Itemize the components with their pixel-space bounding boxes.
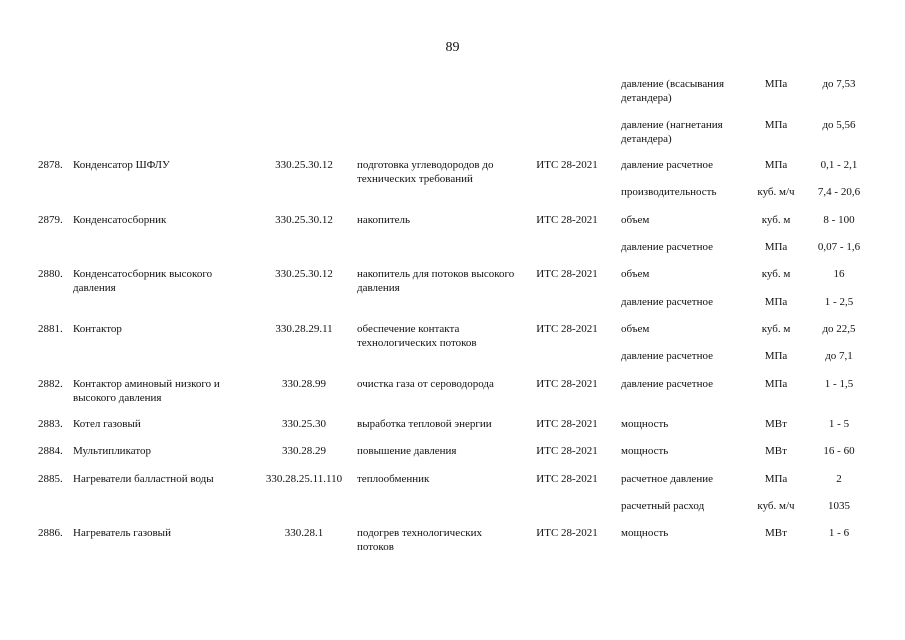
parameter-value: 8 - 100 <box>823 214 855 226</box>
okpd-code: 330.28.29 <box>282 445 326 457</box>
parameter-value: 1 - 2,5 <box>824 296 854 308</box>
equipment-name: Конденсатосборник высокого давления <box>73 268 213 294</box>
parameter-value: до 5,56 <box>822 119 856 131</box>
parameter-value: 1035 <box>828 500 850 512</box>
equipment-purpose: подогрев технологических потоков <box>357 527 482 553</box>
row-number: 2880. <box>38 268 63 280</box>
parameter-name: объем <box>621 323 650 335</box>
parameter-name: давление расчетное <box>621 378 713 390</box>
parameter-value: 2 <box>836 473 842 485</box>
parameter-value: 1 - 1,5 <box>824 378 854 390</box>
its-standard: ИТС 28-2021 <box>536 445 598 457</box>
parameter-value: 0,1 - 2,1 <box>820 159 858 171</box>
okpd-code: 330.25.30 <box>282 418 326 430</box>
parameter-unit: МПа <box>764 350 788 362</box>
parameter-name: мощность <box>621 527 669 539</box>
its-standard: ИТС 28-2021 <box>536 214 598 226</box>
page-number: 89 <box>445 40 460 55</box>
parameter-value: 1 - 5 <box>828 418 850 430</box>
equipment-name: Контактор аминовый низкого и высокого давления <box>73 378 220 404</box>
row-number: 2885. <box>38 473 63 485</box>
parameter-unit: МПа <box>764 159 788 171</box>
parameter-name: давление (всасывания детандера) <box>621 78 725 104</box>
equipment-name: Котел газовый <box>73 418 141 430</box>
its-standard: ИТС 28-2021 <box>536 323 598 335</box>
its-standard: ИТС 28-2021 <box>536 418 598 430</box>
equipment-purpose: выработка тепловой энергии <box>357 418 492 430</box>
row-number: 2881. <box>38 323 63 335</box>
its-standard: ИТС 28-2021 <box>536 268 598 280</box>
parameter-value: до 7,53 <box>822 78 856 90</box>
parameter-name: мощность <box>621 418 669 430</box>
equipment-purpose: повышение давления <box>357 445 457 457</box>
equipment-purpose: накопитель для потоков высокого давления <box>357 268 515 294</box>
equipment-name: Контактор <box>73 323 122 335</box>
row-number: 2884. <box>38 445 63 457</box>
parameter-unit: МВт <box>765 418 787 430</box>
parameter-name: мощность <box>621 445 669 457</box>
parameter-name: расчетное давление <box>621 473 713 485</box>
parameter-unit: куб. м <box>761 214 791 226</box>
parameter-unit: МПа <box>764 241 788 253</box>
okpd-code: 330.25.30.12 <box>275 268 333 280</box>
equipment-purpose: теплообменник <box>357 473 430 485</box>
row-number: 2878. <box>38 159 63 171</box>
equipment-name: Нагреватели балластной воды <box>73 473 214 485</box>
parameter-unit: МВт <box>765 445 787 457</box>
equipment-purpose: накопитель <box>357 214 411 226</box>
parameter-unit: МПа <box>764 78 788 90</box>
parameter-unit: куб. м <box>761 323 791 335</box>
okpd-code: 330.28.29.11 <box>275 323 333 335</box>
okpd-code: 330.25.30.12 <box>275 214 333 226</box>
parameter-value: до 22,5 <box>822 323 856 335</box>
parameter-unit: МПа <box>764 119 788 131</box>
row-number: 2883. <box>38 418 63 430</box>
parameter-unit: МПа <box>764 296 788 308</box>
parameter-value: 7,4 - 20,6 <box>817 186 861 198</box>
its-standard: ИТС 28-2021 <box>536 527 598 539</box>
row-number: 2879. <box>38 214 63 226</box>
parameter-unit: МПа <box>764 378 788 390</box>
row-number: 2886. <box>38 527 63 539</box>
parameter-name: давление расчетное <box>621 159 713 171</box>
parameter-name: объем <box>621 268 650 280</box>
okpd-code: 330.28.99 <box>282 378 326 390</box>
parameter-name: давление расчетное <box>621 350 713 362</box>
parameter-name: расчетный расход <box>621 500 705 512</box>
its-standard: ИТС 28-2021 <box>536 473 598 485</box>
parameter-value: 0,07 - 1,6 <box>817 241 861 253</box>
equipment-purpose: очистка газа от сероводорода <box>357 378 494 390</box>
okpd-code: 330.25.30.12 <box>275 159 333 171</box>
equipment-name: Конденсатосборник <box>73 214 167 226</box>
parameter-value: 16 <box>833 268 845 280</box>
parameter-name: давление расчетное <box>621 296 713 308</box>
its-standard: ИТС 28-2021 <box>536 159 598 171</box>
parameter-unit: куб. м/ч <box>757 500 795 512</box>
parameter-name: производительность <box>621 186 717 198</box>
okpd-code: 330.28.1 <box>284 527 324 539</box>
equipment-name: Конденсатор ШФЛУ <box>73 159 170 171</box>
equipment-purpose: подготовка углеводородов до технических требований <box>357 159 494 185</box>
parameter-unit: МВт <box>765 527 787 539</box>
parameter-name: давление расчетное <box>621 241 713 253</box>
parameter-value: 1 - 6 <box>828 527 850 539</box>
okpd-code: 330.28.25.11.110 <box>265 473 343 485</box>
equipment-purpose: обеспечение контакта технологических потоков <box>357 323 477 349</box>
parameter-unit: МПа <box>764 473 788 485</box>
parameter-value: до 7,1 <box>825 350 853 362</box>
equipment-name: Мультипликатор <box>73 445 152 457</box>
parameter-unit: куб. м <box>761 268 791 280</box>
parameter-unit: куб. м/ч <box>757 186 795 198</box>
parameter-name: давление (нагнетания детандера) <box>621 119 723 145</box>
parameter-name: объем <box>621 214 650 226</box>
parameter-value: 16 - 60 <box>823 445 855 457</box>
equipment-name: Нагреватель газовый <box>73 527 171 539</box>
its-standard: ИТС 28-2021 <box>536 378 598 390</box>
row-number: 2882. <box>38 378 63 390</box>
